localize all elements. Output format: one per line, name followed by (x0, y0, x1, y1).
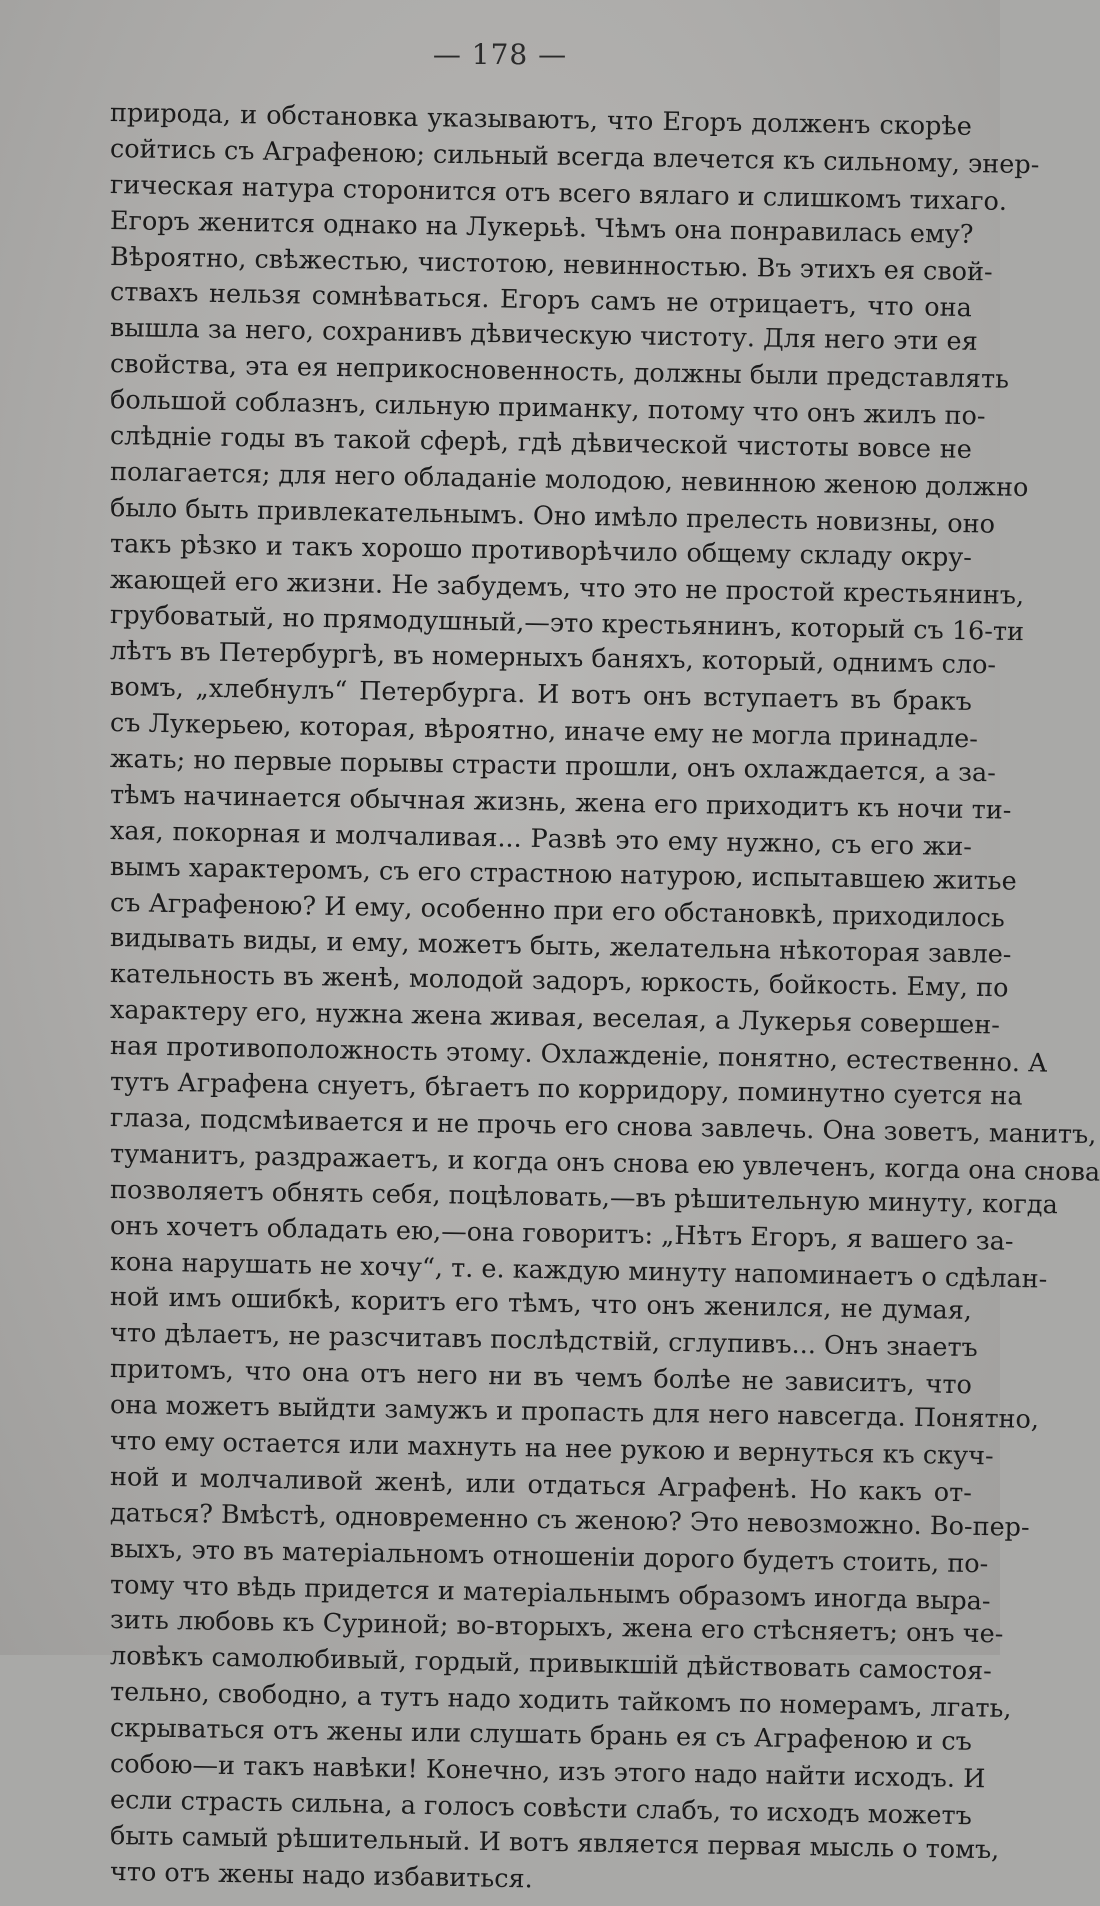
text-line: притомъ, что она отъ него ни въ чемъ болѣе не зависитъ, что (109, 1354, 973, 1401)
text-line: вомъ, „хлебнулъ“ Петербурга. И вотъ онъ вступаетъ въ бракъ (109, 672, 973, 718)
text-line: что дѣлаетъ, не разсчитавъ послѣдствій, сглупивъ... Онъ знаетъ (109, 1318, 979, 1364)
text-line: тельно, свободно, а тутъ надо ходить тайкомъ по номерамъ, лгать, (109, 1677, 1012, 1725)
text-line: жающей его жизни. Не забудемъ, что это не простой крестьянинъ, (109, 564, 1025, 611)
text-line: кательность въ женѣ, молодой задоръ, юркость, бойкость. Ему, по (109, 959, 1009, 1004)
text-line: быть самый рѣшительный. И вотъ является первая мысль о томъ, (109, 1820, 1000, 1866)
text-line: лѣтъ въ Петербургѣ, въ номерныхъ баняхъ, который, однимъ сло- (109, 636, 997, 681)
text-line: тому что вѣдь придется и матеріальнымъ образомъ иногда выра- (109, 1569, 991, 1617)
text-line: видывать виды, и ему, можетъ быть, желательна нѣкоторая завле- (109, 923, 1012, 971)
text-line: кона нарушать не хочу“, т. е. каждую минуту напоминаетъ о сдѣлан- (109, 1246, 1048, 1295)
text-line: грубоватый, но прямодушный,—это крестьянинъ, который съ 16-ти (109, 600, 1025, 648)
text-line: она можетъ выйдти замужъ и пропасть для него навсегда. Понятно, (109, 1390, 1040, 1435)
text-line: ствахъ нельзя сомнѣваться. Егоръ самъ не отрицаетъ, что она (109, 277, 973, 324)
text-line: съ Лукерьею, которая, вѣроятно, иначе ему не могла принадле- (109, 708, 979, 755)
text-line: слѣдніе годы въ такой сферѣ, гдѣ дѣвической чистоты вовсе не (109, 421, 973, 465)
text-line: если страсть сильна, а голосъ совѣсти слабъ, то исходъ можетъ (109, 1784, 973, 1832)
text-line: тутъ Аграфена снуетъ, бѣгаетъ по корридору, поминутно суется на (109, 1067, 1023, 1112)
text-line: что ему остается или махнуть на нее рукою и вернуться къ скуч- (109, 1425, 994, 1472)
text-line: даться? Вмѣстѣ, одновременно съ женою? Это невозможно. Во-пер- (109, 1497, 1030, 1543)
text-line: ная противоположность этому. Охлажденіе, понятно, естественно. А (109, 1031, 1048, 1079)
text-line: большой соблазнъ, сильную приманку, потому что онъ жилъ по- (109, 385, 986, 432)
text-line: гическая натура сторонится отъ всего вялаго и слишкомъ тихаго. (109, 169, 1008, 217)
text-line: жать; но первые порывы страсти прошли, онъ охлаждается, а за- (109, 744, 997, 789)
text-line: вышла за него, сохранивъ дѣвическую чистоту. Для него эти ея (109, 313, 978, 358)
text-line: характеру его, нужна жена живая, веселая, а Лукерья совершен- (109, 995, 1001, 1041)
text-line: собою—и такъ навѣки! Конечно, изъ этого надо найти исходъ. И (109, 1748, 986, 1795)
page-number: — 178 — (432, 38, 568, 71)
text-line: выхъ, это въ матеріальномъ отношеніи дорого будетъ стоить, по- (109, 1533, 989, 1579)
text-line: зить любовь къ Суриной; во-вторыхъ, жена его стѣсняетъ; онъ че- (109, 1605, 1004, 1650)
text-line: природа, и обстановка указываютъ, что Егоръ долженъ скорѣе (109, 98, 973, 142)
body-text (109, 96, 1100, 1895)
text-line: онъ хочетъ обладать ею,—она говоритъ: „Нѣтъ Егоръ, я вашего за- (109, 1210, 1014, 1257)
text-line: что отъ жены надо избавиться. (109, 1856, 534, 1895)
text-line: ной имъ ошибкѣ, коритъ его тѣмъ, что онъ женился, не думая, (109, 1282, 973, 1327)
text-line: было быть привлекательнымъ. Оно имѣло прелесть новизны, оно (109, 492, 996, 540)
text-line: такъ рѣзко и такъ хорошо противорѣчило общему складу окру- (109, 528, 973, 573)
text-line: хая, покорная и молчаливая... Развѣ это ему нужно, съ его жи- (109, 815, 973, 863)
text-line: скрываться отъ жены или слушать брань ея съ Аграфеною и съ (109, 1713, 973, 1757)
text-line: ной и молчаливой женѣ, или отдаться Аграфенѣ. Но какъ от- (109, 1461, 973, 1509)
text-line: глаза, подсмѣивается и не прочь его снова завлечь. Она зоветъ, манитъ, (109, 1102, 1097, 1151)
text-line: туманитъ, раздражаетъ, и когда онъ снова ею увлеченъ, когда она снова (109, 1138, 1100, 1188)
text-line: вымъ характеромъ, съ его страстною натурою, испытавшею житье (109, 851, 1017, 897)
text-line: позволяетъ обнять себя, поцѣловать,—въ рѣшительную минуту, когда (109, 1174, 1059, 1220)
text-line: ловѣкъ самолюбивый, гордый, привыкшій дѣйствовать самостоя- (109, 1641, 993, 1687)
text-line: сойтись съ Аграфеною; сильный всегда влечется къ сильному, энер- (109, 133, 1040, 181)
text-line: полагается; для него обладаніе молодою, невинною женою должно (109, 456, 1029, 503)
text-line: съ Аграфеною? И ему, особенно при его обстановкѣ, приходилось (109, 887, 1006, 934)
text-line: Вѣроятно, свѣжестью, чистотою, невинностью. Въ этихъ ея свой- (109, 241, 993, 287)
text-line: тѣмъ начинается обычная жизнь, жена его приходитъ къ ночи ти- (109, 779, 1012, 826)
text-line: Егоръ женится однако на Лукерьѣ. Чѣмъ она понравилась ему? (109, 205, 974, 250)
text-line: свойства, эта ея неприкосновенность, должны были представлять (109, 349, 1010, 395)
